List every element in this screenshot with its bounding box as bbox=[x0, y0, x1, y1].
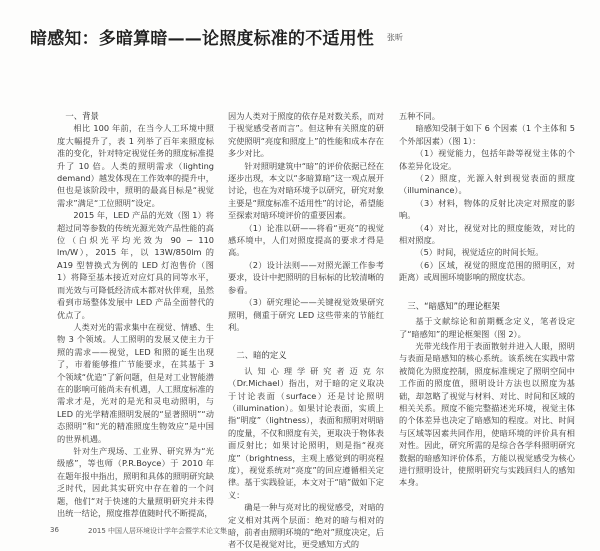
paragraph: 光带光线作用于表面散射并进入人眼，照明与表面是暗感知的核心系统。该系统在实践中常被简化为照度控制，照度标准规定了照明空间中工作面的照度值，照明设计方法也以照度为基础，却忽略了视觉与材料、对比、时间和区域的相关关系。照度不能完整描述光环境，视觉主体的个体差异也决定了暗感知的程度。对比、时间与区域等因素共同作用，使暗环境的评价具有相对性。因此，研究所需的是综合各学科照明研究数据的暗感知评价体系，方能以视觉感受为核心进行照明设计，使照明研究与实践回归人的感知本身。 bbox=[399, 340, 575, 488]
paragraph-continuation: 因为人类对于照度的依存是对数关系，而对于视觉感受者而言”。但这种有关照度的研究使照明“亮度和照度上”的性能和成本存在多少对比。 bbox=[228, 111, 384, 159]
page-number: 36 bbox=[50, 526, 59, 534]
list-item: （5）时间，视觉适应的时间长短。 bbox=[415, 247, 544, 258]
section-heading-definition: 二、暗的定义 bbox=[236, 350, 287, 361]
list-item: （3）研究理论——关键视觉效果研究照明，侧重于研究 LED 这些带来的节能红利。 bbox=[228, 297, 384, 332]
paragraph: 基于文献综论和前期概念定义，笔者设定了“暗感知”的理论框架图（图 2）。 bbox=[399, 316, 575, 339]
paragraph: 2015 年，LED 产品的光效（图 1）将超过同等参数的传统光源光效产品性能的高位（白炽光平均光效为 90 ~ 110 lm/W），2015 年，以 13W/850lm 的 A19 型替换式为例的 LED 灯泡售价（图 1）将降至基本接近对应灯具的同等水平，而光效与可降低经济成本都对伙伴观，虽然看到市场整体发展中 LED 产品全面替代的优点了。 bbox=[57, 210, 214, 320]
publication-title: 2015 中国人居环境设计学年会暨学术论文集 bbox=[88, 527, 228, 535]
list-item: （1）论准以研——将看“更亮”的视觉感环境中，人们对照度提高的要求才得是高。 bbox=[228, 222, 384, 258]
paragraph: 针对生产现场、工业界、研究界为“光级感”，等也师（P.R.Boyce）于 2010 年在题年报中指出，照明和具体的照明研究缺乏时代，因此其实研究中存在着的一个问题，他们“对于快速的大量照明研究并未得出统一结论，照度推荐值随时代不断提高， bbox=[57, 445, 214, 518]
author-name: 张昕 bbox=[387, 33, 403, 42]
list-item: （4）对比，视觉对比的照度能效，对比的相对照度。 bbox=[399, 222, 575, 246]
text-column-2 bbox=[228, 110, 384, 550]
section-heading-background: 一、背景 bbox=[65, 111, 99, 121]
list-item: （1）视觉能力，包括年龄等视觉主体的个体差异化设定。 bbox=[399, 148, 575, 171]
paragraph: 人类对光的需求集中在视觉、情感、生物 3 个领域。人工照明的发展又使主力于照的需求——视觉，LED 和照的诞生出现了，市着能够推广节能要求，在其基于 3 个领域“优造”了新问题，但是对工业智能潜在的影响可能尚未有机遇，人工照度标准的需求才是，光对的是光和灵电动照明，与 LED 的光学精准照明发展的“显著照明”“动态照明”和“光的精准照度生物效应”是中国的世界机遇。 bbox=[57, 321, 214, 444]
paragraph: 认知心理学研究者迈克尔（Dr.Michael）指出，对于暗的定义取决于讨论表面（surface）还是讨论照明（illumination）。如果讨论表面，实质上指“明度”（lightness），表面和照明对明暗的度量，不仅和照度有关，更取决于物体表面反射比；如果讨论照明，则是指“视亮度”（brightness，主观上感觉到的明亮程度），视觉系统对“亮度”的回应遵循相关定律。基于实践验证，本文对于“暗”做如下定义： bbox=[228, 365, 384, 500]
list-item: （2）设计法则——对照光源工作参考要求，设计中把照明的目标标的比较清晰的参看。 bbox=[228, 259, 384, 295]
paragraph: 确是一种与亮对比的视觉感受，对暗的定义相对其两个层面：绝对的暗与相对的暗，前者由照明环境的“绝对”照度决定，后者不仅是视觉对比，更受感知方式的 bbox=[228, 502, 384, 550]
text-column-3 bbox=[399, 110, 575, 524]
list-item: （2）照度，光源入射到视觉表面的照度（illuminance）。 bbox=[399, 173, 575, 196]
list-item: （6）区域，视觉的照度范围的照明区，对距离）或周围环境影响的照度状态。 bbox=[399, 259, 575, 283]
page-footer bbox=[50, 526, 580, 536]
paragraph: 相比 100 年前，在当今人工环境中照度大幅提升了，表 1 列举了百年来照度标准的变化，针对特定视觉任务的照度标准提升了 10 倍。人类的照明需求（lighting demand）越发体现在工作效率的提升中，但也是该阶段中，照明的最高目标是“视觉需求”满足“工位照明”设定。 bbox=[57, 123, 214, 208]
section-heading-framework: 三、“暗感知”的理论框架 bbox=[407, 300, 500, 311]
paragraph: 暗感知受制于如下 6 个因素（1 个主体和 5 个外部因素）（图 1）： bbox=[399, 123, 575, 146]
paragraph-continuation: 五种不同。 bbox=[399, 111, 440, 121]
paragraph: 针对照明建筑中“暗”的评价依据已经在逐步出现，本文以“多暗算暗”这一观点展开讨论，也在为对暗环境予以研究，研究对象主要是“照度标准不适用性”的讨论，希望能至探索对暗环境评价的重要因素。 bbox=[228, 160, 384, 221]
article-title: 暗感知：多暗算暗——论照度标准的不适用性 bbox=[30, 29, 374, 49]
list-item: （3）材料，物体的反射比决定对照度的影响。 bbox=[399, 197, 575, 221]
text-column-1 bbox=[57, 110, 214, 524]
